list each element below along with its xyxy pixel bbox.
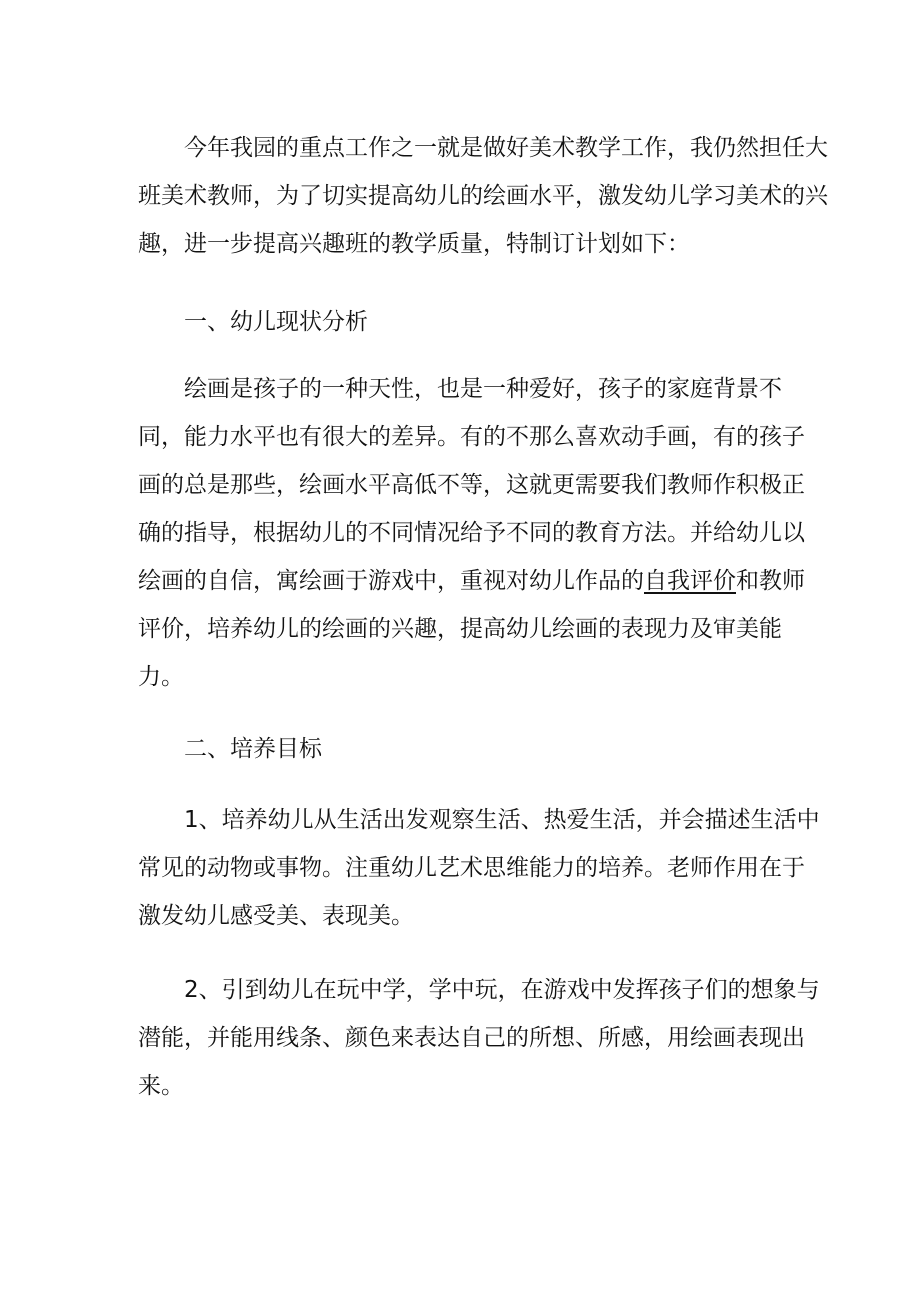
section-1-line-6: 评价，培养幼儿的绘画的兴趣，提高幼儿绘画的表现力及审美能 — [138, 616, 782, 642]
goal-item-1-line-1: 1、培养幼儿从生活出发观察生活、热爱生活，并会描述生活中 — [184, 807, 820, 833]
section-1-line-1: 绘画是孩子的一种天性，也是一种爱好，孩子的家庭背景不 — [184, 376, 782, 402]
goal-item-2-line-2: 潜能，并能用线条、颜色来表达自己的所想、所感，用绘画表现出 — [138, 1025, 805, 1051]
goal-item-2-line-1: 2、引到幼儿在玩中学，学中玩，在游戏中发挥孩子们的想象与 — [184, 977, 820, 1003]
goal-item-1-line-3: 激发幼儿感受美、表现美。 — [138, 903, 414, 929]
section-1-line-4: 确的指导，根据幼儿的不同情况给予不同的教育方法。并给幼儿以 — [138, 520, 805, 546]
intro-line-3: 趣，进一步提高兴趣班的教学质量，特制订计划如下： — [138, 231, 690, 257]
self-evaluation-link[interactable]: 自我评价 — [644, 568, 736, 594]
section-1-line-3: 画的总是那些，绘画水平高低不等，这就更需要我们教师作积极正 — [138, 472, 805, 498]
goal-item-2-line-3: 来。 — [138, 1073, 184, 1099]
section-1-line-5-end: 和教师 — [736, 568, 805, 594]
section-1-line-7: 力。 — [138, 664, 184, 690]
section-1-line-5 — [138, 557, 805, 605]
section-1-line-2: 同，能力水平也有很大的差异。有的不那么喜欢动手画，有的孩子 — [138, 424, 805, 450]
section-1-paragraph — [138, 365, 805, 701]
goal-item-1-line-2: 常见的动物或事物。注重幼儿艺术思维能力的培养。老师作用在于 — [138, 855, 805, 881]
section-1-line-5-start: 绘画的自信，寓绘画于游戏中，重视对幼儿作品的 — [138, 568, 644, 594]
section-2-heading — [138, 725, 322, 773]
goal-item-1 — [138, 796, 820, 940]
intro-paragraph — [138, 124, 828, 268]
section-1-heading-text: 一、幼儿现状分析 — [184, 309, 368, 335]
section-2-heading-text: 二、培养目标 — [184, 736, 322, 762]
intro-line-1: 今年我园的重点工作之一就是做好美术教学工作，我仍然担任大 — [184, 135, 828, 161]
section-1-heading — [138, 298, 368, 346]
intro-line-2: 班美术教师，为了切实提高幼儿的绘画水平，激发幼儿学习美术的兴 — [138, 183, 828, 209]
goal-item-2 — [138, 966, 820, 1110]
